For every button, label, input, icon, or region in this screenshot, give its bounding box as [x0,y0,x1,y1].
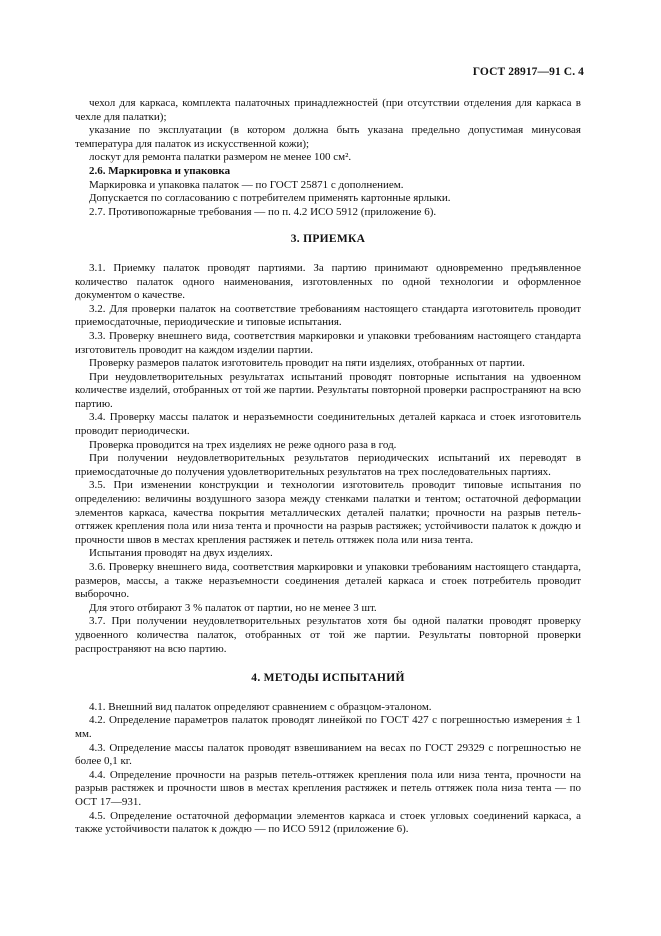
paragraph: 4.5. Определение остаточной деформации элементов каркаса и стоек угловых соединений каркаса, а также устойчивости палаток к дождю — по ИСО 5912 (приложение 6). [75,809,581,836]
paragraph: 3.2. Для проверки палаток на соответствие требованиям настоящего стандарта изготовитель проводит приемосдаточные, периодические и типовые испытания. [75,302,581,329]
intro-paragraph: лоскут для ремонта палатки размером не менее 100 см². [89,151,352,164]
intro-paragraph: чехол для каркаса, комплекта палаточных принадлежностей (при отсутствии отделения для каркаса в чехле для палатки); [75,97,581,123]
paragraph: Проверка проводится на трех изделиях не реже одного раза в год. [89,438,397,451]
paragraph: Для этого отбирают 3 % палаток от партии, но не менее 3 шт. [89,601,377,614]
intro-block [75,97,581,165]
paragraph: При неудовлетворительных результатах испытаний проводят повторные испытания на удвоенном количестве изделий, отобранных от той же партии. Результаты повторной проверки распространяют на всю партию. [75,370,581,410]
section-3-heading: 3. ПРИЕМКА [290,233,366,246]
paragraph: При получении неудовлетворительных результатов периодических испытаний их переводят в приемосдаточные до получения удовлетворительных результатов на трех последовательных партиях. [75,452,581,478]
paragraph: 4.1. Внешний вид палаток определяют сравнением с образцом-эталоном. [89,700,432,713]
document-body [75,97,581,837]
section-2-6-title: 2.6. Маркировка и упаковка [89,164,231,177]
paragraph: Маркировка и упаковка палаток — по ГОСТ 25871 с дополнением. [89,178,404,191]
paragraph: Испытания проводят на двух изделиях. [89,547,273,560]
paragraph: 2.7. Противопожарные требования — по п. 4.2 ИСО 5912 (приложение 6). [89,205,437,218]
paragraph: 3.1. Приемку палаток проводят партиями. За партию принимают одновременно предъявленное количество палаток одного наименования, изготовленных по одной технологии и оформленное документом о качестве. [75,261,581,302]
paragraph: 3.5. При изменении конструкции и технологии изготовитель проводит типовые испытания по определению: величины воздушного зазора между стенками палатки и тентом; остаточной деформации элементов каркаса, качества покрытия металлических деталей палатки; прочности на разрыв петель-оттяжек крепления пола или низа тента и прочности на разрыв растяжек; устойчивости палаток к дождю и прочности швов в местах крепления растяжек и петель оттяжек пола или низа тента. [75,479,581,546]
paragraph: 4.4. Определение прочности на разрыв петель-оттяжек крепления пола или низа тента, прочности на разрыв растяжек и прочности швов в местах крепления растяжек и петель оттяжек пола низа тента — по ОСТ 17—931. [75,768,581,808]
paragraph: Проверку размеров палаток изготовитель проводит на пяти изделиях, отобранных от партии. [89,357,525,370]
paragraph: Допускается по согласованию с потребителем применять картонные ярлыки. [89,192,451,205]
paragraph: 4.2. Определение параметров палаток проводят линейкой по ГОСТ 427 с погрешностью измерения ± 1 мм. [75,714,581,740]
section-4 [75,701,581,837]
intro-paragraph: указание по эксплуатации (в котором должна быть указана предельно допустимая минусовая температура для палаток из искусственной кожи); [75,124,581,150]
page-header: ГОСТ 28917—91 С. 4 [472,66,584,78]
paragraph: 3.3. Проверку внешнего вида, соответствия маркировки и упаковки требованиям настоящего стандарта изготовитель проводит на каждом изделии партии. [75,329,581,356]
section-3 [75,262,581,656]
paragraph: 4.3. Определение массы палаток проводят взвешиванием на весах по ГОСТ 29329 с погрешностью не более 0,1 кг. [75,741,581,768]
paragraph: 3.4. Проверку массы палаток и неразъемности соединительных деталей каркаса и стоек изготовитель проводит периодически. [75,411,581,438]
section-4-heading: 4. МЕТОДЫ ИСПЫТАНИЙ [251,672,405,685]
section-2-6 [75,165,581,219]
paragraph: 3.7. При получении неудовлетворительных результатов хотя бы одной палатки проводят проверку удвоенного количества палаток, отобранных от той же партии. Результаты повторной проверки распространяют на всю партию. [75,615,581,655]
paragraph: 3.6. Проверку внешнего вида, соответствия маркировки и упаковки требованиям настоящего стандарта, размеров, массы, а также неразъемности соединения деталей каркаса и стоек потребитель проводит выборочно. [75,561,581,601]
